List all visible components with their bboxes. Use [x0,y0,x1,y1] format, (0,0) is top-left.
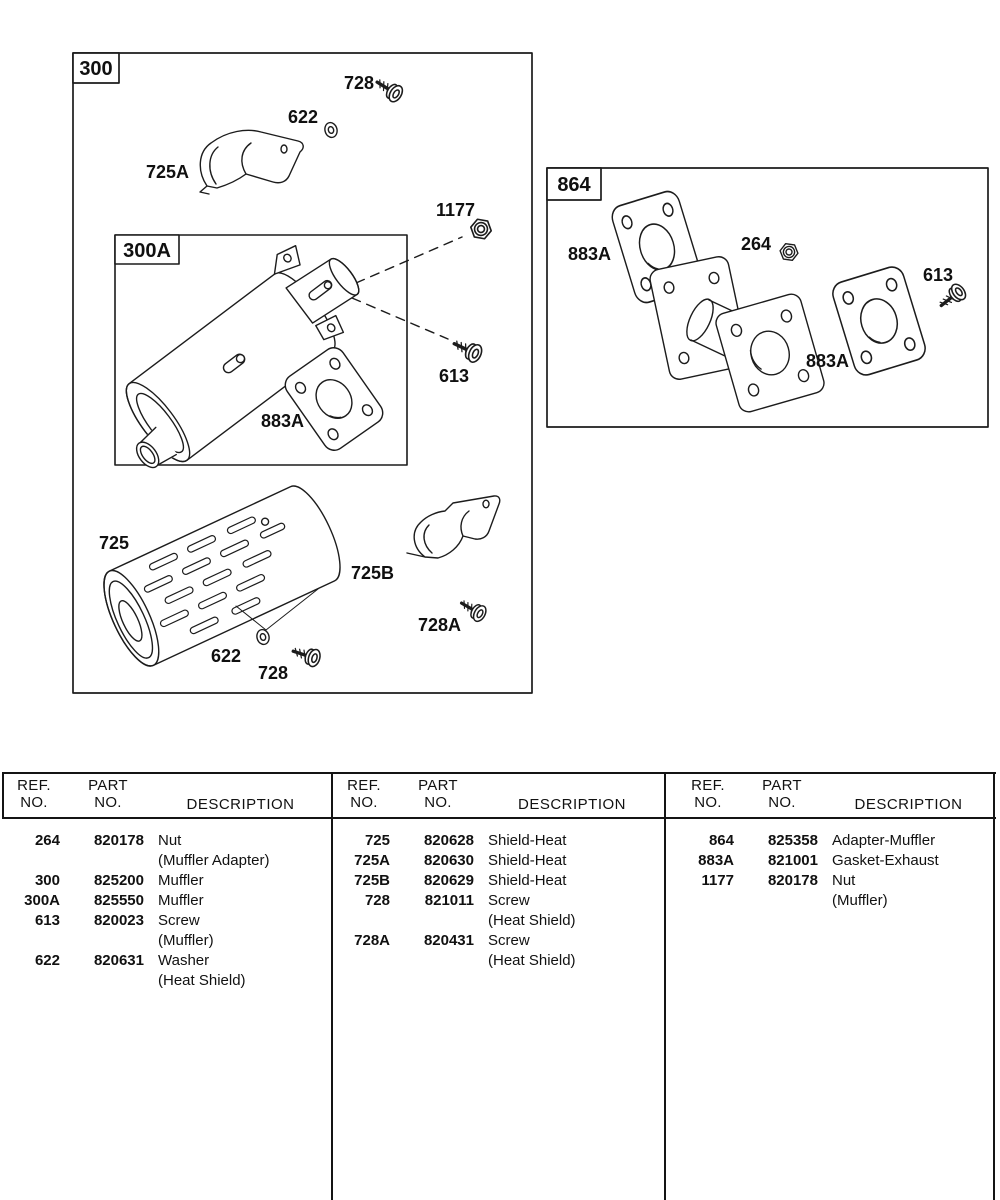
table-column-divider-2 [664,772,666,1200]
screw-728-top-icon [372,75,405,104]
desc-cell: Muffler [158,872,204,889]
part-label-622-top: 622 [288,107,319,127]
ref-no-header: REF. NO. [17,777,51,811]
part-cell: 821011 [424,892,474,909]
heat-shield-725B-drawing [407,496,500,558]
part-label-613: 613 [439,366,470,386]
table-row [678,891,991,911]
desc-cell: Muffler [158,892,204,909]
dashed-leader-613 [352,298,448,339]
table-column-3 [678,772,991,1200]
part-cell [738,891,826,911]
ref-cell: 300A [24,892,60,909]
ref-cell: 300 [34,872,60,889]
heat-shield-725-drawing [93,479,351,673]
desc-cell: (Heat Shield) [158,972,246,989]
screw-728-bottom-icon [290,643,322,668]
desc-cell: Screw [158,912,200,929]
part-label-883A-right: 883A [806,351,850,371]
desc-cell: Washer [158,952,210,969]
part-cell: 820629 [423,872,474,889]
desc-cell: (Heat Shield) [488,912,576,929]
adapter-muffler-drawing [648,255,826,414]
table-row [678,851,991,871]
desc-cell: Screw [488,932,530,949]
desc-cell: Nut [832,872,856,889]
table-row [334,891,662,911]
part-label-728A: 728A [418,615,462,635]
ref-cell: 725 [364,832,390,849]
desc-cell: Gasket-Exhaust [832,852,939,869]
part-cell [394,951,482,971]
part-cell: 820630 [423,852,474,869]
table-row [4,871,329,891]
washer-622-bottom-icon [255,628,270,646]
box-864-label: 864 [557,174,591,196]
part-cell: 825358 [767,832,818,849]
part-label-613-864: 613 [923,265,954,285]
description-header: DESCRIPTION [186,796,295,813]
table-row [678,871,991,891]
washer-622-top-icon [323,121,338,139]
part-label-728-top: 728 [344,73,375,93]
description-header: DESCRIPTION [517,796,626,813]
part-cell: 820178 [767,872,818,889]
table-row [4,831,329,851]
ref-cell: 728A [354,932,390,949]
desc-cell: Nut [158,832,182,849]
table-column-3-header [678,772,991,817]
part-cell: 820178 [93,832,144,849]
desc-cell: (Muffler Adapter) [158,852,270,869]
ref-cell: 613 [34,912,60,929]
part-cell: 820023 [93,912,144,929]
desc-cell: Adapter-Muffler [832,832,936,849]
screw-613-icon [450,335,484,364]
ref-cell [4,851,64,871]
table-row [4,971,329,991]
ref-cell: 864 [708,832,734,849]
nut-1177-icon [469,218,493,239]
box-300A-label: 300A [123,240,171,262]
table-row [4,891,329,911]
desc-cell: Shield-Heat [488,832,567,849]
table-column-2 [334,772,662,1200]
table-column-1-header [4,772,329,817]
table-column-2-rows [334,818,662,971]
ref-cell: 728 [364,892,390,909]
part-no-header: PART NO. [88,777,128,811]
nut-264-icon [779,243,799,261]
part-label-725A: 725A [146,162,190,182]
table-row [334,851,662,871]
part-cell [394,911,482,931]
part-label-264: 264 [741,234,772,254]
table-column-divider-1 [331,772,333,1200]
ref-cell [4,971,64,991]
ref-cell: 725B [354,872,390,889]
part-cell: 820628 [423,832,474,849]
ref-cell: 883A [698,852,734,869]
screw-613-864-icon [936,282,969,313]
table-column-3-rows [678,818,991,911]
table-row [334,831,662,851]
part-cell: 820431 [423,932,474,949]
ref-cell: 622 [34,952,60,969]
part-label-1177: 1177 [436,200,476,220]
part-cell [64,971,152,991]
part-cell: 825550 [93,892,144,909]
box-300-label: 300 [79,58,113,80]
table-column-1 [4,772,329,1200]
table-column-2-header [334,772,662,817]
part-no-header: PART NO. [762,777,802,811]
part-cell: 820631 [93,952,144,969]
ref-no-header: REF. NO. [691,777,725,811]
screw-728A-icon [457,596,488,624]
table-row [4,911,329,931]
part-cell [64,931,152,951]
table-right-border [993,772,995,1200]
desc-cell: Shield-Heat [488,852,567,869]
table-row [334,931,662,951]
desc-cell: Shield-Heat [488,872,567,889]
table-row [334,871,662,891]
table-row [4,951,329,971]
part-label-728-bottom: 728 [258,663,289,683]
table-row [4,931,329,951]
part-cell: 821001 [767,852,818,869]
desc-cell: (Heat Shield) [488,952,576,969]
part-no-header: PART NO. [418,777,458,811]
part-label-725B: 725B [351,563,395,583]
ref-no-header: REF. NO. [347,777,381,811]
part-label-883A: 883A [261,411,305,431]
table-column-1-rows [4,818,329,991]
heat-shield-725A-drawing [200,130,303,194]
parts-table [0,772,1000,1200]
table-row [334,951,662,971]
part-cell: 825200 [93,872,144,889]
description-header: DESCRIPTION [854,796,963,813]
ref-cell: 1177 [701,872,734,889]
desc-cell: (Muffler) [158,932,214,949]
ref-cell [334,951,394,971]
part-label-622-bottom: 622 [211,646,242,666]
table-row [4,851,329,871]
table-row [334,911,662,931]
ref-cell [4,931,64,951]
desc-cell: Screw [488,892,530,909]
table-row [678,831,991,851]
part-label-883A-left: 883A [568,244,612,264]
ref-cell: 264 [34,832,60,849]
ref-cell [334,911,394,931]
ref-cell: 725A [354,852,390,869]
part-cell [64,851,152,871]
ref-cell [678,891,738,911]
dashed-leader-1177 [356,237,462,283]
desc-cell: (Muffler) [832,892,888,909]
part-label-725: 725 [99,533,130,553]
